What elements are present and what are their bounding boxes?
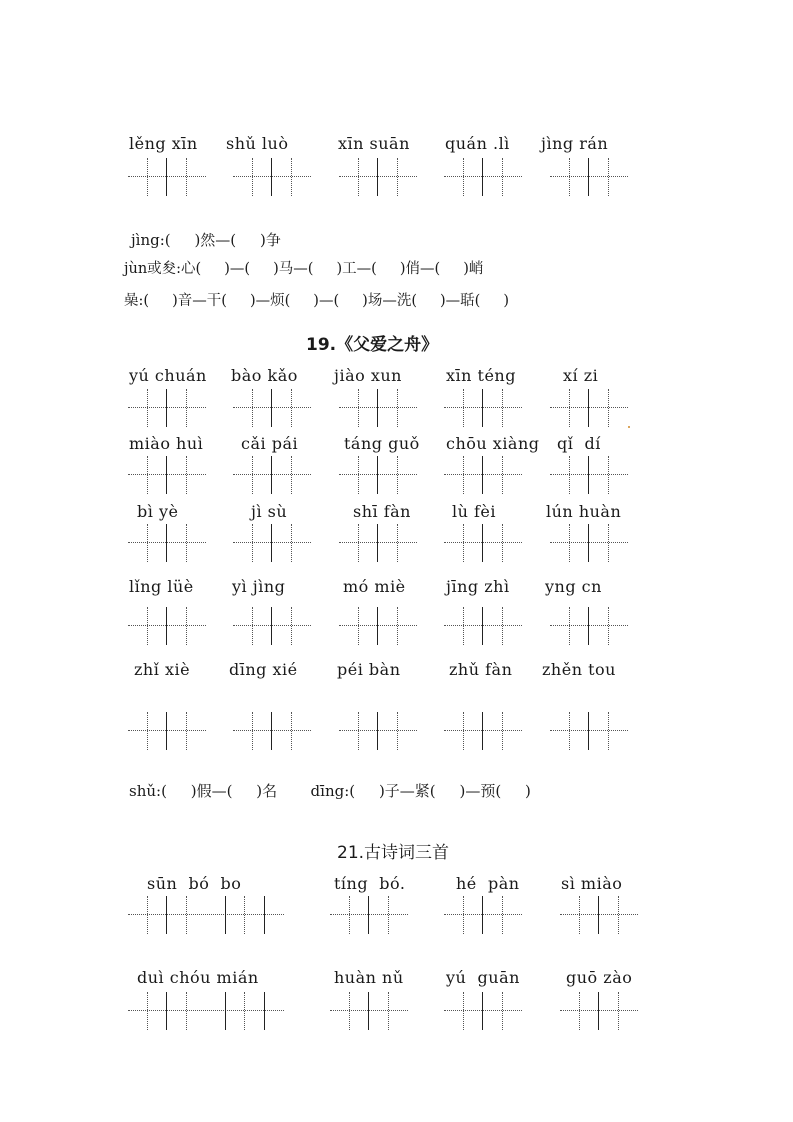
- pinyin-label: duì chóu mián: [137, 968, 259, 987]
- writing-grid[interactable]: [233, 712, 311, 750]
- writing-grid[interactable]: [233, 456, 311, 494]
- writing-grid[interactable]: [550, 456, 628, 494]
- writing-grid[interactable]: [444, 992, 522, 1030]
- writing-grid[interactable]: [339, 607, 417, 645]
- section-title: 19.《父爱之舟》: [306, 335, 439, 355]
- writing-grid[interactable]: [550, 607, 628, 645]
- writing-grid[interactable]: [233, 524, 311, 562]
- writing-grid[interactable]: [330, 896, 408, 934]
- pinyin-label: zhǔ fàn: [449, 660, 513, 679]
- pinyin-label: miào huì: [129, 434, 204, 453]
- writing-grid[interactable]: [233, 389, 311, 427]
- pinyin-label: bào kǎo: [231, 366, 298, 385]
- writing-grid[interactable]: [330, 992, 408, 1030]
- writing-grid[interactable]: [128, 389, 206, 427]
- writing-grid[interactable]: [550, 158, 628, 196]
- fill-in-line: jùn或夋:心( )—( )马—( )工—( )俏—( )峭: [124, 261, 484, 277]
- writing-grid[interactable]: [128, 607, 206, 645]
- pinyin-label: quán .lì: [445, 134, 510, 153]
- writing-grid[interactable]: [128, 992, 284, 1030]
- section-title: 21.古诗词三首: [337, 843, 450, 863]
- pinyin-label: chōu xiàng: [446, 434, 540, 453]
- pinyin-label: cǎi pái: [241, 434, 299, 453]
- writing-grid[interactable]: [444, 607, 522, 645]
- pinyin-label: yì jìng: [232, 577, 286, 596]
- pinyin-label: xīn suān: [338, 134, 410, 153]
- writing-grid[interactable]: [550, 389, 628, 427]
- writing-grid[interactable]: [550, 524, 628, 562]
- pinyin-label: lù fèi: [452, 502, 497, 521]
- writing-grid[interactable]: [128, 524, 206, 562]
- pinyin-label: xīn téng: [446, 366, 516, 385]
- pinyin-label: lún huàn: [546, 502, 622, 521]
- writing-grid[interactable]: [128, 712, 206, 750]
- fill-in-line: shǔ:( )假—( )名 dīng:( )子—紧( )—预( ): [129, 782, 531, 800]
- pinyin-label: jìng rán: [541, 134, 609, 153]
- writing-grid[interactable]: [444, 158, 522, 196]
- pinyin-label: zhěn tou: [542, 660, 616, 679]
- pinyin-label: huàn nǔ: [334, 968, 404, 987]
- pinyin-label: lǐng lüè: [129, 577, 194, 596]
- pinyin-label: bì yè: [137, 502, 179, 521]
- pinyin-label: táng guǒ: [344, 434, 420, 453]
- pinyin-label: tíng bó.: [334, 874, 406, 893]
- writing-grid[interactable]: [444, 524, 522, 562]
- writing-grid[interactable]: [128, 158, 206, 196]
- pinyin-label: hé pàn: [456, 874, 520, 893]
- pinyin-label: sūn bó bo: [147, 874, 242, 893]
- fill-in-line: jìng:( )然—( )争: [131, 231, 281, 249]
- pinyin-label: sì miào: [561, 874, 623, 893]
- pinyin-label: yng cn: [545, 577, 602, 596]
- writing-grid[interactable]: [550, 712, 628, 750]
- pinyin-label: mó miè: [343, 577, 406, 596]
- writing-grid[interactable]: [444, 896, 522, 934]
- writing-grid[interactable]: [444, 456, 522, 494]
- writing-grid[interactable]: [233, 158, 311, 196]
- writing-grid[interactable]: [128, 896, 284, 934]
- pinyin-label: zhǐ xiè: [134, 660, 191, 679]
- writing-grid[interactable]: [339, 712, 417, 750]
- writing-grid[interactable]: [444, 389, 522, 427]
- writing-grid[interactable]: [444, 712, 522, 750]
- writing-grid[interactable]: [339, 524, 417, 562]
- writing-grid[interactable]: [339, 456, 417, 494]
- pinyin-label: xí zi: [563, 366, 599, 385]
- pinyin-label: guō zào: [566, 968, 633, 987]
- pinyin-label: yú guān: [446, 968, 520, 987]
- writing-grid[interactable]: [339, 389, 417, 427]
- pinyin-label: péi bàn: [337, 660, 401, 679]
- pinyin-label: shī fàn: [353, 502, 411, 521]
- writing-grid[interactable]: [339, 158, 417, 196]
- writing-grid[interactable]: [128, 456, 206, 494]
- writing-grid[interactable]: [560, 992, 638, 1030]
- pinyin-label: yú chuán: [129, 366, 207, 385]
- pinyin-label: dīng xié: [229, 660, 298, 679]
- pinyin-label: qǐ dí: [557, 434, 601, 453]
- fill-in-line: 喿:( )音—干( )—烦( )—( )场—洗( )—聒( ): [124, 293, 510, 309]
- pinyin-label: shǔ luò: [226, 134, 289, 153]
- pinyin-label: jīng zhì: [446, 577, 510, 596]
- pinyin-label: jiào xun: [334, 366, 402, 385]
- pinyin-label: jì sù: [251, 502, 288, 521]
- ink-dot: [628, 426, 630, 428]
- writing-grid[interactable]: [233, 607, 311, 645]
- writing-grid[interactable]: [560, 896, 638, 934]
- pinyin-label: lěng xīn: [129, 134, 198, 153]
